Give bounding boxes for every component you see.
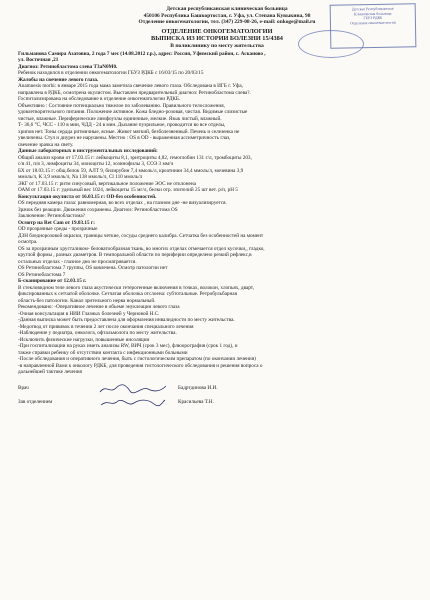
department-title: ОТДЕЛЕНИЕ ОНКОГЕМАТОЛОГИИ bbox=[161, 27, 273, 35]
body-line: OS передняя камера глаза: равномерная, во всех отделах , на глазном дне -не визуализируется. bbox=[18, 200, 227, 206]
body-line: OS Ретинобластома 7 группы, ОS вовлечена. Осмотр патологии нет bbox=[18, 265, 168, 271]
body-line: также справки ребенку об отсутствии контакта с инфекционными больными bbox=[18, 349, 188, 356]
signature-area bbox=[18, 382, 416, 410]
hospital-info bbox=[139, 6, 316, 26]
body-line: OS за прозрачным хрусталиком- беловатообразная ткань, во многих отделах отмечается отдел кусочки,, гладко, bbox=[18, 245, 265, 252]
body-line: область-без патологии. Канал зрительного нерва нормальный. bbox=[18, 297, 156, 304]
body-line: -Данная выписка может быть предоставлена для оформления инвалидности по месту жительства. bbox=[18, 317, 235, 323]
body-line: Гильманова Самира Азатовна, 2 года 7 мес (14.08.2012 г.р.), адрес: Россия, Уфимский район, с. Асканово , bbox=[18, 50, 266, 57]
body-line: Консультация окулиста от 16.03.15 г: OD-без особенностей. bbox=[18, 193, 157, 200]
body-line: свечение зрачка на свету. bbox=[18, 141, 74, 148]
document-body bbox=[18, 51, 416, 376]
body-line: Рекомендовано: -Оперативное лечение в объеме энуклеации левого глаза bbox=[18, 304, 180, 310]
body-line: Диагноз: Ретинобластома слева T3aN0M0. bbox=[18, 63, 118, 70]
round-seal bbox=[298, 30, 364, 58]
body-line: чистые, влажные. Периферические лимфоузлы единичные, мелкие. Язык чистый, влажный. bbox=[18, 115, 222, 122]
body-line: Anamnesis morbi: в январе 2015 года мама заметила свечение левого глаза. Обследована в ИГБ г. Уфа, bbox=[18, 83, 243, 89]
document-recipient: В поликлинику по месту жительства bbox=[170, 42, 264, 49]
body-line: ДЗН бледнорозовой окраски, границы четкие, сосуды среднего калибра. Сетчатка без особенностей на момент bbox=[18, 232, 264, 239]
body-line: Общий анализ крови от 17.03.15 г: лейкоциты 8,1, эритроциты 4,82, гемоглобин 131 г/л, тромбоциты 203, bbox=[18, 154, 252, 161]
body-line: ОАМ от 17.03.15 г: удельный вес 1024, лейкоциты 15 мг/л, белки отр. эпителий 25 шт вет. р/п, рН 5 bbox=[18, 187, 238, 193]
head-name: Красильева Т.Н. bbox=[178, 399, 214, 406]
document-title: ВЫПИСКА ИЗ ИСТОРИИ БОЛЕЗНИ 15/4384 bbox=[151, 35, 283, 43]
body-line: -После обследования и оперативного лечения, быть с гистологическим препаратом (по окончании лечения) bbox=[18, 356, 256, 362]
body-line: дальнейшей тактике лечения bbox=[18, 369, 82, 375]
body-line: Т- 36,6 °C, ЧСС - 110 в мин, ЧДД - 24 в мин. Дыхание пуэрильное, проводится во все отделы, bbox=[18, 122, 226, 128]
body-line: БХ от 18.03.15 г: общ.белок 59, АЛТ 9, билирубин 7,4 ммоль/л, креатинин 34,4 ммоль/л, мочевина 3,9 bbox=[18, 167, 244, 174]
hospital-address: 450106 Республика Башкортостан, г. Уфа, ул. Степана Кувыкина, 98 bbox=[143, 12, 311, 19]
body-line: -Очная консультация в НИИ Глазных болезней у Черновой Н.С. bbox=[18, 310, 160, 317]
body-line: фиксированных к сетчатой оболочке. Сетчатая оболочка отслоена: субтотальные. Ретробульбарная bbox=[18, 291, 237, 297]
stamp-line: Клиническая больница bbox=[354, 11, 392, 16]
stamp-line: Детская Республиканская bbox=[351, 6, 394, 12]
body-line: Ребенок находился в отделении онкогематологии ГБУЗ РДКБ с 16/03/15 по 20/03/15 bbox=[18, 70, 204, 76]
body-line: Заключение: Ретинобластома? bbox=[18, 213, 85, 219]
body-line: -Наблюдение у педиатра, онколога, офтальмолога по месту жительства. bbox=[18, 330, 177, 336]
body-line: В стекловидном теле левого глаза акустически гетерогенные включения в точках, волокон, хлопьях, дварт, bbox=[18, 284, 254, 291]
body-line: осмотра. bbox=[18, 239, 38, 245]
body-line: -Медотвод от прививок в течении 2 лет после окончания специального лечения bbox=[18, 323, 194, 330]
body-line: остальных отделах - глазное дно не просматривается. bbox=[18, 258, 137, 265]
body-line: увеличены. Стул и диурез не нарушены. Местно : OS в OD - выраженная ассиметричность глаз, bbox=[18, 135, 231, 141]
hospital-name: Детская республиканская клиническая больница bbox=[166, 6, 288, 12]
body-line: OS Ретинобластома 7 bbox=[18, 271, 66, 278]
body-line: направлена в РДКБ, осмотрена окулистом. Выставлен предварительный диагноз: Ретинобластома слева?. bbox=[18, 89, 251, 96]
body-line: Осмотр на Ret Cam от 19.03.15 г: bbox=[18, 219, 95, 226]
body-line: -в направленной Вами к онкологу РДКБ, для проведения гистологического обследования и решения вопроса о bbox=[18, 362, 263, 369]
doctor-signature-row bbox=[18, 382, 416, 396]
doctor-signature bbox=[98, 383, 168, 395]
stamp-line: ГБУЗ РДКБ bbox=[363, 16, 383, 21]
head-signature-row bbox=[18, 396, 416, 410]
doctor-name: Бадртдинова И.И. bbox=[178, 385, 218, 392]
body-line: удовлетворительного питания. Положение активное. Кожа бледно-розовая, чистая. Видимые слизистые bbox=[18, 109, 248, 115]
body-line: -Исключить физические нагрузки, повышенные инсоляции bbox=[18, 336, 150, 343]
body-line: OD прозрачные среды - прозрачные bbox=[18, 226, 98, 232]
body-line: хрипов нет. Тоны сердца ритмичные, ясные. Живот мягкий, безболезненный. Печень и селезенка не bbox=[18, 128, 240, 135]
body-line: Б-сканирование от 12.03.15 г. bbox=[18, 278, 87, 284]
head-label: Зав отделением bbox=[18, 399, 53, 406]
head-signature bbox=[98, 397, 168, 409]
body-line: круглой формы , разных диаметров. В темпоральной области по периферии определено резкий рефлекс,в bbox=[18, 252, 252, 258]
body-line: Данные лабораторных и инструментальных исследований: bbox=[18, 148, 158, 154]
hospital-contacts: Отделение онкогематологии, тел. (347) 229-08-26, e-mail: onkoge@mail.ru bbox=[138, 19, 316, 26]
body-line: ЭКГ от 17.03.15 г: ритм синусовый, вертикальное положение ЭОС не отклонена bbox=[18, 180, 196, 187]
body-line: ммоль/л, К 3,9 ммоль/л, Na 138 ммоль/л, Cl 110 ммоль/л bbox=[18, 174, 143, 180]
body-line: ул. Восточная ,21 bbox=[18, 57, 59, 63]
body-line: Объективно : Состояние потенциально тяжелое по заболеванию. Правильного телосложения, bbox=[18, 102, 225, 109]
body-line: Зрачок без реакции. Движения сохранены. Диагноз: Ретинобластома OS bbox=[18, 206, 178, 213]
body-line: Госпитализирована на обследование в отделение онкогематологии РДКБ. bbox=[18, 96, 181, 102]
body-line: -При госпитализации на руках иметь анализы RW, ВИЧ (срок 3 мес), флюорография (срок 1 год), и bbox=[18, 343, 238, 349]
body-line: Жалобы на свечение левого глаза. bbox=[18, 76, 99, 83]
doctor-label: Врач bbox=[18, 385, 29, 392]
stamp-line: Отделение онкогематологии bbox=[350, 20, 396, 26]
body-line: с/я 41, п/я 3, лимфоциты 34, моноциты 12, эозинофилы 3, СОЭ 3 мм/ч bbox=[18, 161, 174, 167]
